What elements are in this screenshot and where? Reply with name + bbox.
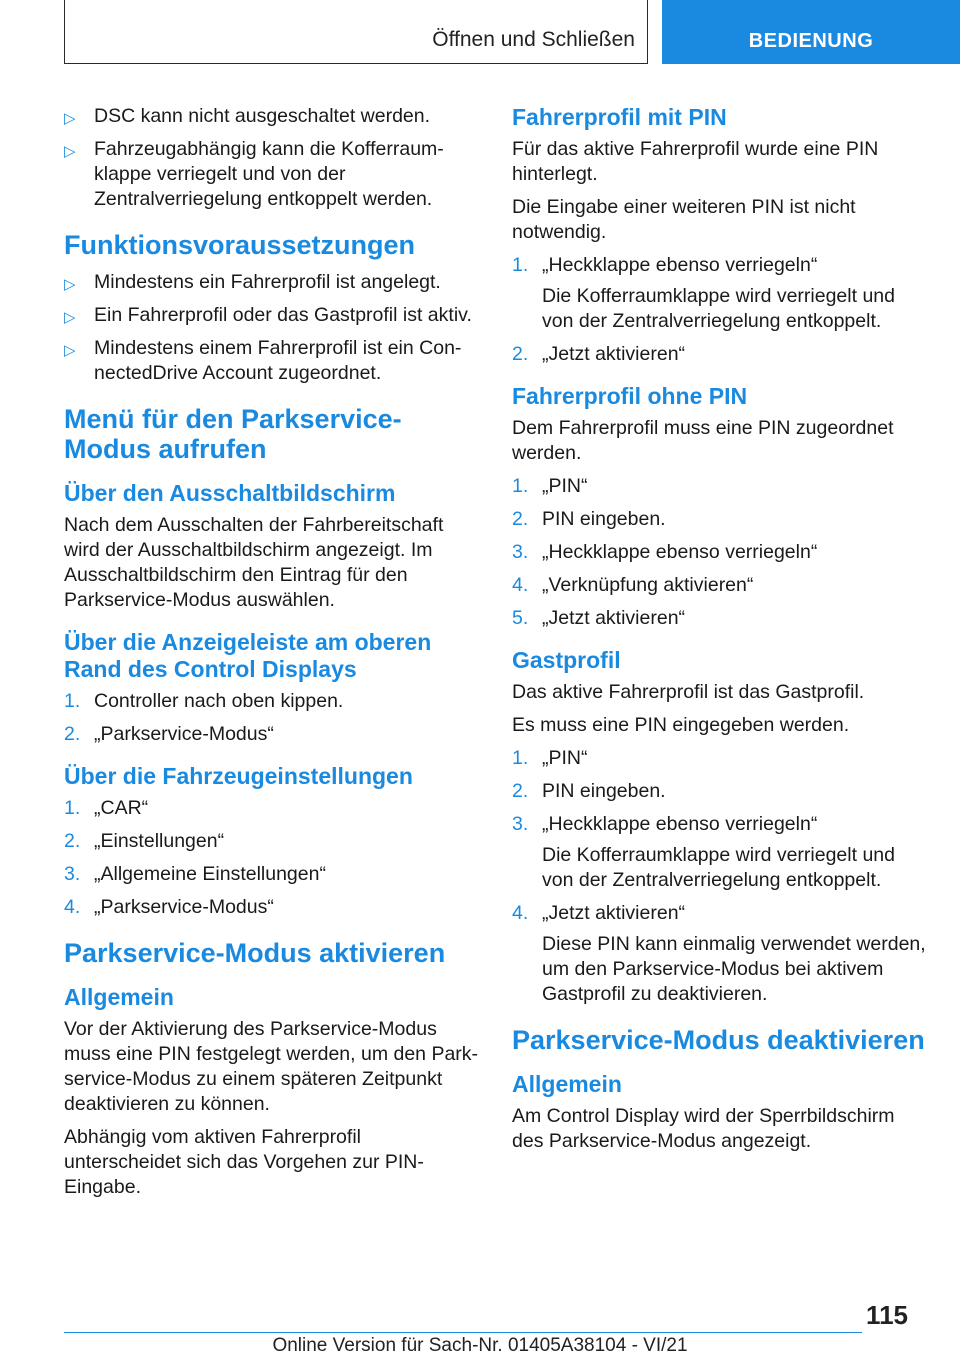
page-number: 115 [866, 1300, 908, 1330]
step-number: 1. [64, 797, 81, 819]
list-item: 1. „PIN“ [512, 475, 588, 497]
list-item: 2. PIN eingeben. [512, 508, 666, 530]
left-column [64, 104, 480, 1208]
list-item: 4. „Verknüpfung aktivieren“ [512, 574, 754, 596]
list-item: 1. Controller nach oben kippen. [64, 690, 344, 712]
step-list [64, 689, 480, 747]
list-item: 2. PIN eingeben. [512, 780, 666, 802]
triangle-bullet-icon: ▷ [64, 342, 76, 359]
step-list [512, 746, 928, 1007]
heading-funktionsvoraussetzungen: Funktionsvoraussetzungen [64, 230, 416, 260]
heading-aktivieren: Parkservice-Modus aktivieren [64, 938, 446, 968]
step-list [512, 474, 928, 631]
list-item: 3. „Heckklappe ebenso verriegeln“ [512, 541, 818, 563]
list-item: ▷ DSC kann nicht ausgeschaltet werden. [64, 104, 480, 129]
list-item: 2. „Parkservice-Modus“ [64, 723, 274, 745]
triangle-bullet-icon: ▷ [64, 309, 76, 326]
heading-allgemein: Allgemein [512, 1071, 622, 1097]
heading-allgemein: Allgemein [64, 984, 174, 1010]
footer-divider [64, 1332, 862, 1333]
step-number: 1. [64, 690, 81, 712]
heading-fahrzeugeinstellungen: Über die Fahrzeugeinstellungen [64, 763, 413, 789]
step-number: 4. [64, 896, 81, 918]
step-number: 3. [64, 863, 81, 885]
heading-menue: Menü für den Parkservice-Modus aufrufen [64, 404, 402, 464]
list-item: 1. „CAR“ [64, 797, 149, 819]
list-item: 5. „Jetzt aktivieren“ [512, 607, 686, 629]
step-number: 2. [64, 830, 81, 852]
paragraph: Das aktive Fahrerprofil ist das Gastprofil. [512, 681, 865, 703]
chapter-tab: BEDIENUNG [662, 0, 960, 64]
step-number: 3. [512, 813, 529, 835]
paragraph: Für das aktive Fahrerprofil wurde eine PIN hinterlegt. [512, 138, 879, 185]
list-item: ▷ Ein Fahrerprofil oder das Gastprofil ist aktiv. [64, 303, 480, 328]
list-item: 1. „PIN“ [512, 747, 588, 769]
bullet-list [64, 104, 480, 212]
step-list [512, 253, 928, 367]
step-number: 1. [512, 747, 529, 769]
list-item: 3. „Allgemeine Einstellungen“ [64, 863, 326, 885]
list-item: 2. „Einstellungen“ [64, 830, 225, 852]
right-column [512, 104, 928, 1162]
triangle-bullet-icon: ▷ [64, 110, 76, 127]
step-number: 2. [512, 343, 529, 365]
paragraph: Dem Fahrerprofil muss eine PIN zugeordnet werden. [512, 417, 894, 464]
paragraph: Vor der Aktivierung des Parkservice-Modus muss eine PIN festgelegt werden, um den Parkservice-Modus zu einem späteren Zeitpunkt deaktivieren zu können. [64, 1018, 479, 1115]
list-item: 4. „Parkservice-Modus“ [64, 896, 274, 918]
list-item: 4. „Jetzt aktivieren“ Diese PIN kann einmalig verwendet werden, um den Parkservice-Modus bei aktivem Gastprofil zu deaktivieren. [512, 902, 926, 1005]
step-number: 4. [512, 574, 529, 596]
heading-ausschaltbildschirm: Über den Ausschaltbildschirm [64, 480, 396, 506]
heading-deaktivieren: Parkservice-Modus deaktivieren [512, 1025, 925, 1055]
step-number: 2. [512, 508, 529, 530]
heading-fahrerprofil-mit-pin: Fahrerprofil mit PIN [512, 104, 727, 130]
paragraph: Es muss eine PIN eingegeben werden. [512, 714, 850, 736]
step-number: 3. [512, 541, 529, 563]
step-number: 4. [512, 902, 529, 924]
heading-anzeigeleiste: Über die Anzeigeleiste am oberen Rand des Control Displays [64, 629, 432, 682]
paragraph: Am Control Display wird der Sperrbildschirm des Parkservice-Modus angezeigt. [512, 1105, 895, 1152]
section-title: Öffnen und Schließen [432, 28, 635, 51]
triangle-bullet-icon: ▷ [64, 276, 76, 293]
step-number: 2. [512, 780, 529, 802]
footer-text: Online Version für Sach-Nr. 01405A38104 - VI/21 [272, 1335, 688, 1356]
heading-fahrerprofil-ohne-pin: Fahrerprofil ohne PIN [512, 383, 748, 409]
paragraph: Abhängig vom aktiven Fahrerprofil unterscheidet sich das Vorgehen zur PIN-Eingabe. [64, 1126, 424, 1198]
heading-gastprofil: Gastprofil [512, 647, 621, 673]
list-item: 2. „Jetzt aktivieren“ [512, 343, 686, 365]
list-item: ▷ Mindestens einem Fahrerprofil ist ein ConnectedDrive Account zugeordnet. [64, 337, 462, 384]
step-number: 5. [512, 607, 529, 629]
step-number: 1. [512, 254, 529, 276]
list-item: 3. „Heckklappe ebenso verriegeln“ Die Kofferraumklappe wird verriegelt und von der Zentralverriegelung entkoppelt. [512, 813, 895, 891]
paragraph: Die Eingabe einer weiteren PIN ist nicht notwendig. [512, 196, 856, 243]
step-number: 1. [512, 475, 529, 497]
list-item: ▷ Fahrzeugabhängig kann die Kofferraumklappe verriegelt und von der Zentralverriegelung entkoppelt werden. [64, 138, 444, 210]
bullet-list [64, 270, 480, 386]
step-list [64, 796, 480, 920]
paragraph: Nach dem Ausschalten der Fahrbereitschaft wird der Ausschaltbildschirm angezeigt. Im Ausschaltbildschirm den Eintrag für den Parkservice-Modus auswählen. [64, 514, 444, 611]
list-item: ▷ Mindestens ein Fahrerprofil ist angelegt. [64, 270, 480, 295]
list-item: 1. „Heckklappe ebenso verriegeln“ Die Kofferraumklappe wird verriegelt und von der Zentralverriegelung entkoppelt. [512, 254, 895, 332]
step-number: 2. [64, 723, 81, 745]
triangle-bullet-icon: ▷ [64, 143, 76, 160]
